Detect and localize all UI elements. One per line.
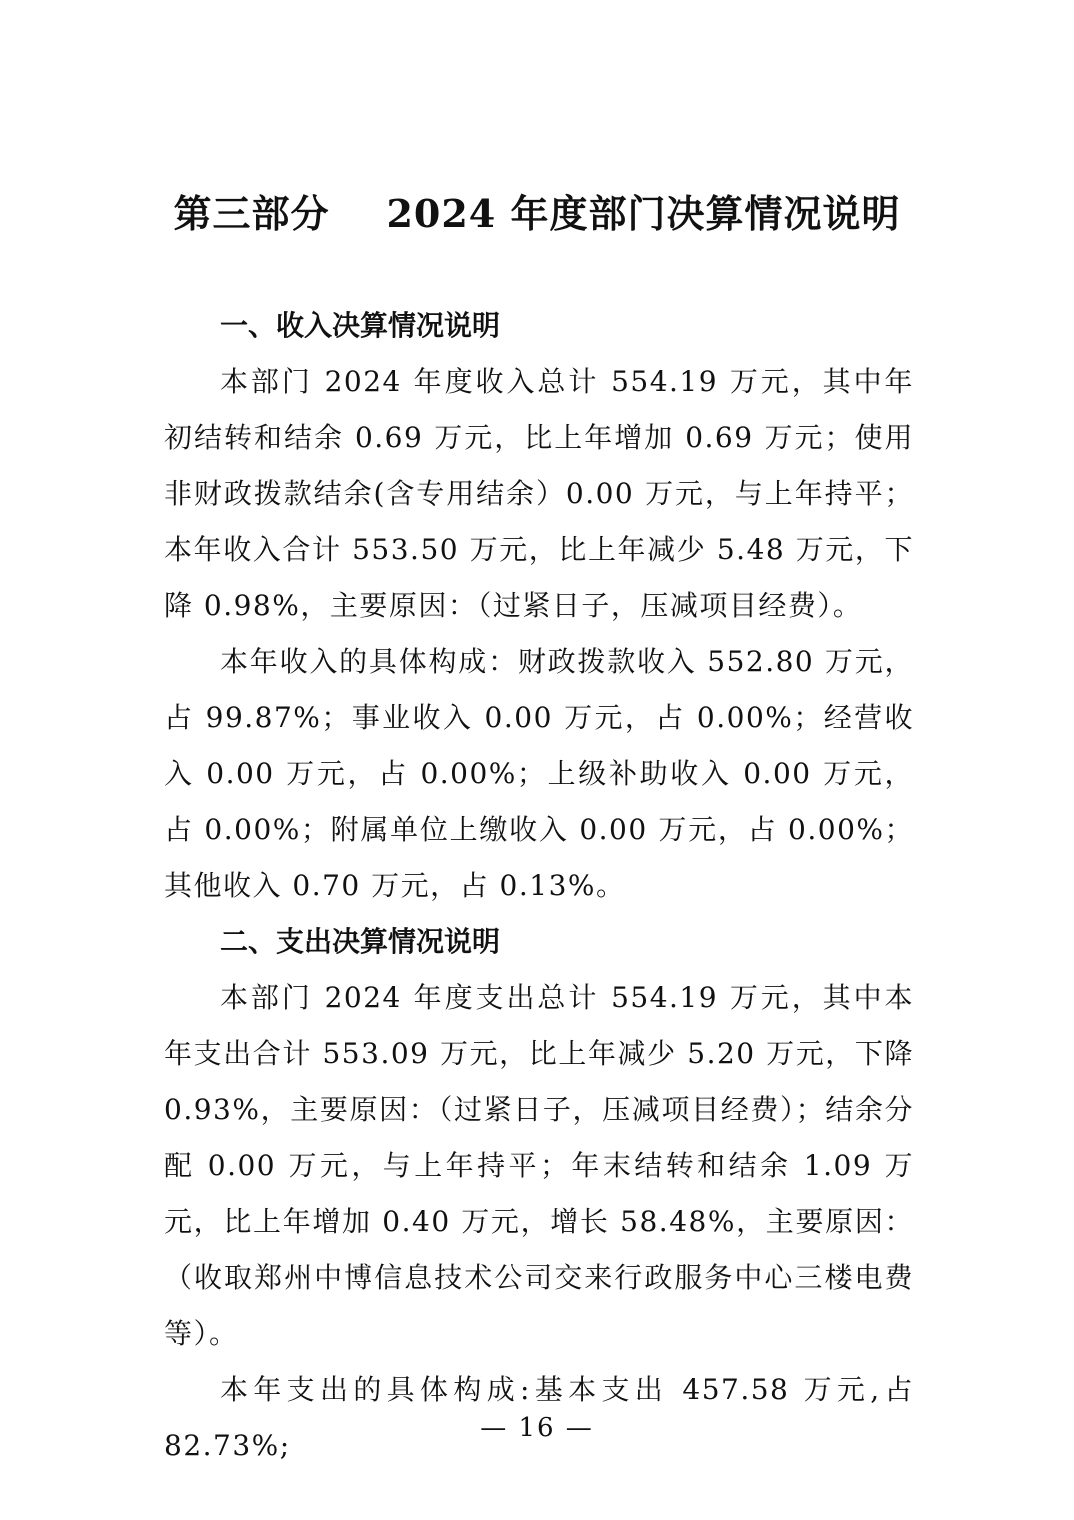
paragraph-income-summary: 本部门 2024 年度收入总计 554.19 万元，其中年初结转和结余 0.69 万元，比上年增加 0.69 万元；使用非财政拨款结余(含专用结余）0.00 万元，与上年持平；本年收入合计 553.50 万元，比上年减少 5.48 万元，下降 0.98%，主要原因：（过紧日子，压减项目经费）。 [164, 365, 914, 622]
paragraph-income-composition: 本年收入的具体构成：财政拨款收入 552.80 万元，占 99.87%；事业收入 0.00 万元，占 0.00%；经营收入 0.00 万元，占 0.00%；上级补助收入 0.00 万元，占 0.00%；附属单位上缴收入 0.00 万元，占 0.00%；其他收入 0.70 万元，占 0.13%。 [164, 645, 914, 902]
document-body [164, 298, 914, 1474]
section-heading-expenditure: 二、支出决算情况说明 [220, 925, 501, 958]
paragraph-expenditure-summary: 本部门 2024 年度支出总计 554.19 万元，其中本年支出合计 553.09 万元，比上年减少 5.20 万元，下降 0.93%，主要原因：（过紧日子，压减项目经费）；结余分配 0.00 万元，与上年持平；年末结转和结余 1.09 万元，比上年增加 0.40 万元，增长 58.48%，主要原因：（收取郑州中博信息技术公司交来行政服务中心三楼电费等）。 [164, 981, 914, 1350]
section-heading-income: 一、收入决算情况说明 [220, 309, 501, 342]
page-number: — 16 — [480, 1413, 594, 1443]
paragraph-expenditure-composition: 本年支出的具体构成:基本支出 457.58 万元,占 82.73%; [164, 1373, 914, 1462]
page-title: 第三部分 2024 年度部门决算情况说明 [173, 191, 901, 236]
